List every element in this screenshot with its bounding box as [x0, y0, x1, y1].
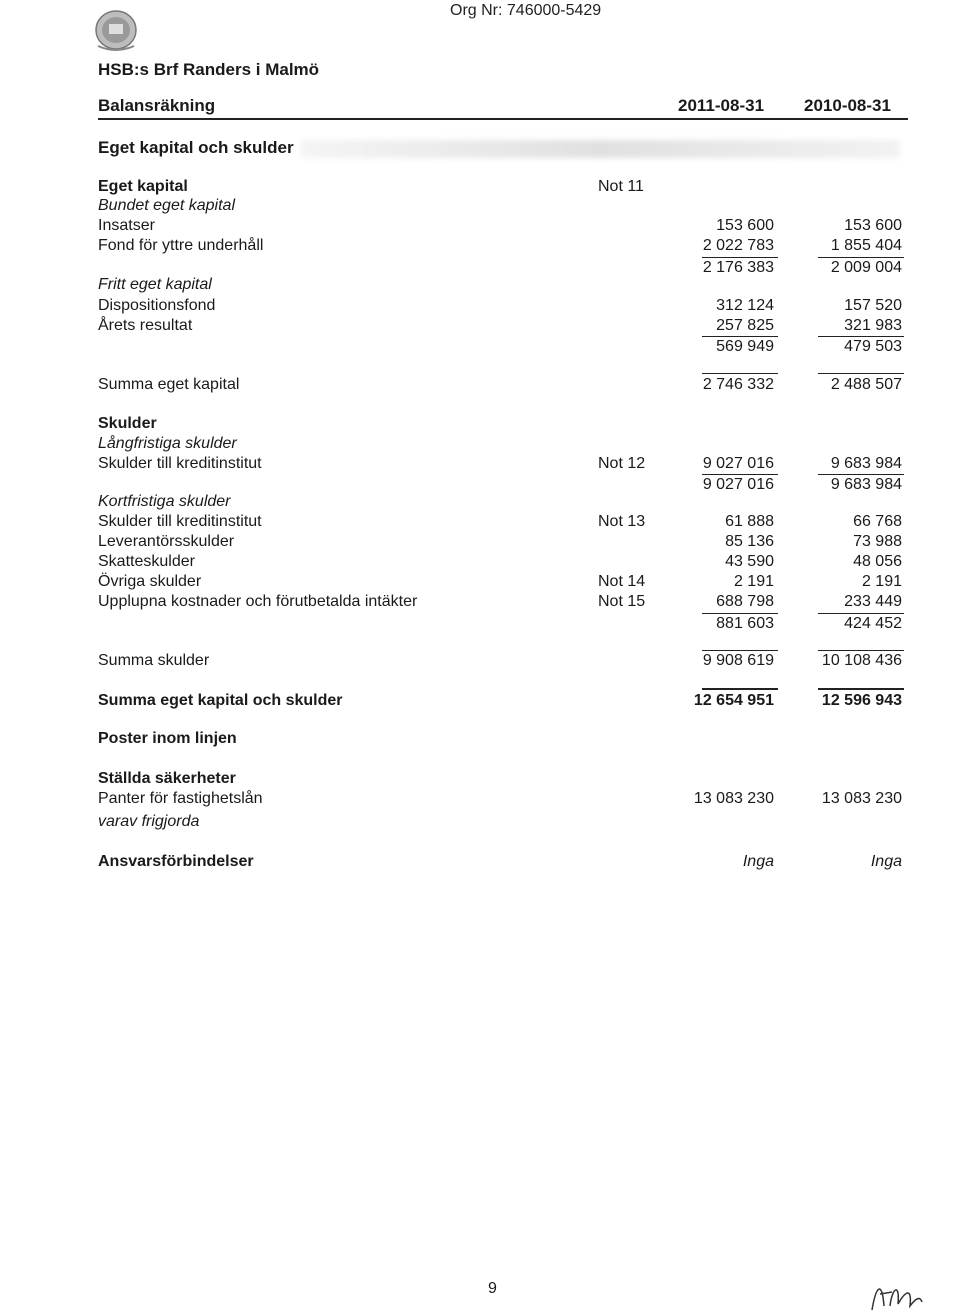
row-skulder-kreditinstitut-lang: [0, 455, 960, 475]
value-2010: 66 768: [853, 513, 902, 530]
note-ref: Not 15: [598, 593, 646, 610]
value-2011: 2 022 783: [702, 237, 774, 254]
value-2011: 688 798: [716, 593, 774, 610]
hsb-logo: [90, 8, 142, 52]
overline-2010: [818, 688, 904, 690]
value-2010: 12 596 943: [821, 692, 902, 709]
value-2010: 2 191: [861, 573, 902, 590]
row-label: Summa eget kapital: [98, 376, 240, 393]
row-label: Skatteskulder: [98, 553, 195, 570]
value-2010: 153 600: [844, 217, 902, 234]
value-2010: 13 083 230: [821, 790, 902, 807]
row-label: Summa eget kapital och skulder: [98, 692, 343, 709]
note-ref: Not 14: [598, 573, 646, 590]
column-header-2011: 2011-08-31: [678, 96, 765, 115]
value-2011: 43 590: [725, 553, 774, 570]
underline-2011: [702, 613, 778, 614]
row-fritt-subtotal: [0, 338, 960, 358]
row-label: Panter för fastighetslån: [98, 790, 263, 807]
row-dispositionsfond: [0, 297, 960, 317]
row-label: Skulder till kreditinstitut: [98, 513, 262, 530]
row-label: Insatser: [98, 217, 155, 234]
row-varav-frigjorda: [0, 813, 960, 833]
row-skulder-kreditinstitut-kort: [0, 513, 960, 533]
value-2011: 85 136: [725, 533, 774, 550]
row-skatteskulder: [0, 553, 960, 573]
row-label: Skulder: [98, 415, 157, 432]
value-2010: 424 452: [844, 615, 902, 632]
underline-2011: [702, 336, 778, 337]
value-2010: 48 056: [853, 553, 902, 570]
row-label: Bundet eget kapital: [98, 197, 235, 214]
value-2010: 157 520: [844, 297, 902, 314]
row-label: Ställda säkerheter: [98, 770, 236, 787]
row-ovriga-skulder: [0, 573, 960, 593]
underline-2011: [702, 257, 778, 258]
row-label: Kortfristiga skulder: [98, 493, 231, 510]
underline-2010: [818, 474, 904, 475]
row-summa-skulder: [0, 652, 960, 672]
value-2011: 61 888: [725, 513, 774, 530]
value-2011: 2 176 383: [702, 259, 774, 276]
scan-smudge: [300, 140, 900, 158]
value-2011: 881 603: [716, 615, 774, 632]
row-label: Poster inom linjen: [98, 730, 237, 747]
row-insatser: [0, 217, 960, 237]
row-summa-eget-kapital-och-skulder: [0, 692, 960, 712]
row-label: Leverantörsskulder: [98, 533, 235, 550]
row-fond-yttre-underhall: [0, 237, 960, 257]
note-ref: Not 11: [598, 178, 644, 195]
underline-2011: [702, 474, 778, 475]
row-langfristiga-skulder: [0, 435, 960, 455]
value-2011: 2 191: [733, 573, 774, 590]
value-2010: 73 988: [853, 533, 902, 550]
value-2010: 321 983: [844, 317, 902, 334]
row-label: Långfristiga skulder: [98, 435, 237, 452]
value-2010: 2 488 507: [830, 376, 902, 393]
value-2010: 479 503: [844, 338, 902, 355]
row-label: varav frigjorda: [98, 813, 200, 830]
row-label: Upplupna kostnader och förutbetalda intäkter: [98, 593, 418, 610]
page-number: 9: [488, 1280, 497, 1297]
row-eget-kapital: [0, 178, 960, 198]
column-header-2010: 2010-08-31: [804, 96, 891, 115]
value-2011: 9 027 016: [702, 455, 774, 472]
value-2011: Inga: [742, 853, 774, 870]
row-label: Eget kapital: [98, 178, 188, 195]
value-2011: 9 027 016: [702, 476, 774, 493]
value-2011: 257 825: [716, 317, 774, 334]
org-number: Org Nr: 746000-5429: [450, 2, 602, 19]
row-label: Övriga skulder: [98, 573, 202, 590]
row-arets-resultat: [0, 317, 960, 337]
note-ref: Not 13: [598, 513, 646, 530]
row-skulder: [0, 415, 960, 435]
statement-title: Balansräkning: [98, 96, 216, 115]
row-label: Årets resultat: [98, 317, 193, 334]
row-label: Ansvarsförbindelser: [98, 853, 254, 870]
value-2011: 153 600: [716, 217, 774, 234]
overline-2010: [818, 650, 904, 651]
overline-2011: [702, 688, 778, 690]
underline-2010: [818, 257, 904, 258]
row-kortfristiga-subtotal: [0, 615, 960, 635]
value-2011: 12 654 951: [693, 692, 774, 709]
value-2010: 1 855 404: [830, 237, 902, 254]
value-2011: 569 949: [716, 338, 774, 355]
association-name: HSB:s Brf Randers i Malmö: [98, 60, 320, 79]
row-panter-fastighetslan: [0, 790, 960, 810]
row-kortfristiga-skulder: [0, 493, 960, 513]
value-2010: 9 683 984: [830, 476, 902, 493]
row-label: Dispositionsfond: [98, 297, 216, 314]
underline-2010: [818, 336, 904, 337]
row-stallda-sakerheter: [0, 770, 960, 790]
row-fritt-eget-kapital: [0, 276, 960, 296]
section-title: Eget kapital och skulder: [98, 138, 294, 157]
row-poster-inom-linjen: [0, 730, 960, 750]
row-label: Fond för yttre underhåll: [98, 237, 264, 254]
value-2010: 233 449: [844, 593, 902, 610]
note-ref: Not 12: [598, 455, 646, 472]
value-2011: 2 746 332: [702, 376, 774, 393]
row-leverantorsskulder: [0, 533, 960, 553]
value-2011: 312 124: [716, 297, 774, 314]
row-bundet-eget-kapital: [0, 197, 960, 217]
overline-2010: [818, 373, 904, 374]
header-rule: [98, 118, 908, 120]
signature-initials: [866, 1276, 926, 1316]
value-2010: 10 108 436: [821, 652, 902, 669]
overline-2011: [702, 373, 778, 374]
row-ansvarsforbindelser: [0, 853, 960, 873]
value-2010: 9 683 984: [830, 455, 902, 472]
value-2010: Inga: [870, 853, 902, 870]
overline-2011: [702, 650, 778, 651]
value-2011: 13 083 230: [693, 790, 774, 807]
row-label: Skulder till kreditinstitut: [98, 455, 262, 472]
row-upplupna-kostnader: [0, 593, 960, 613]
value-2010: 2 009 004: [830, 259, 902, 276]
row-summa-eget-kapital: [0, 376, 960, 396]
value-2011: 9 908 619: [702, 652, 774, 669]
underline-2010: [818, 613, 904, 614]
row-label: Fritt eget kapital: [98, 276, 212, 293]
row-label: Summa skulder: [98, 652, 210, 669]
